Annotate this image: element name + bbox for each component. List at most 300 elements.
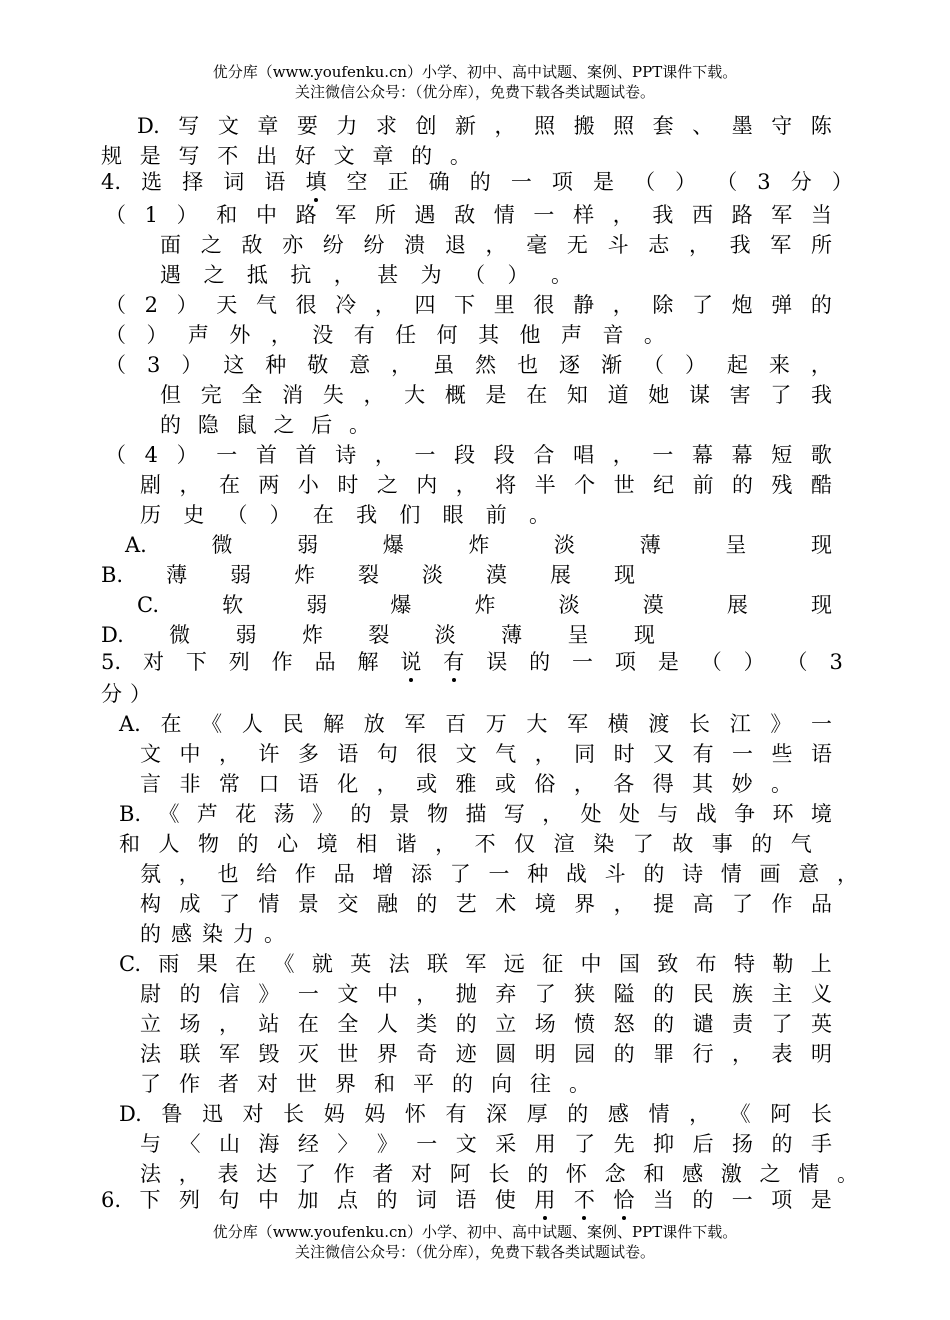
- glyph: 勒: [772, 952, 794, 976]
- glyph: 逐: [559, 353, 581, 377]
- glyph: 但: [160, 383, 181, 407]
- glyph: ，: [416, 982, 438, 1006]
- glyph: 抑: [653, 1132, 675, 1156]
- glyph: 在: [218, 473, 240, 497]
- glyph: 在: [235, 952, 257, 976]
- glyph: 致: [657, 952, 679, 976]
- glyph: 立: [140, 1012, 161, 1036]
- glyph: 首: [255, 443, 277, 467]
- glyph: 弱: [297, 533, 319, 557]
- glyph: 迹: [455, 1042, 477, 1066]
- glyph: 之: [203, 263, 225, 287]
- glyph: （: [105, 293, 126, 317]
- glyph: 语: [337, 742, 359, 766]
- glyph: 了: [771, 1012, 793, 1036]
- glyph: ）: [176, 443, 198, 467]
- glyph: 类: [416, 1012, 438, 1036]
- glyph: 品: [810, 892, 832, 916]
- glyph: 阿: [770, 1102, 792, 1126]
- glyph: 内: [416, 473, 438, 497]
- glyph: 词: [415, 1188, 437, 1212]
- glyph: ，: [836, 862, 858, 886]
- glyph: 画: [759, 862, 781, 886]
- glyph: 情: [720, 862, 742, 886]
- glyph: 英: [810, 1012, 832, 1036]
- glyph: 扬: [732, 1132, 754, 1156]
- glyph: 文: [333, 144, 355, 168]
- glyph: ）: [176, 293, 198, 317]
- glyph: 照: [534, 114, 556, 138]
- glyph: 当: [652, 1188, 674, 1212]
- glyph: 全: [337, 1012, 359, 1036]
- glyph: 展: [726, 593, 748, 617]
- glyph: 明: [810, 1042, 832, 1066]
- glyph: 雨: [158, 952, 180, 976]
- glyph: 相: [356, 832, 378, 856]
- glyph: 一: [297, 982, 319, 1006]
- text-line: [140, 740, 832, 768]
- glyph: 阿: [449, 1162, 471, 1186]
- glyph: ，: [435, 832, 457, 856]
- glyph: （: [105, 203, 126, 227]
- glyph: 。: [264, 922, 285, 946]
- glyph: 恰: [613, 1188, 635, 1212]
- glyph: 者: [372, 1162, 394, 1186]
- glyph: 的: [810, 293, 832, 317]
- glyph: 情: [493, 203, 515, 227]
- glyph: 亦: [282, 233, 304, 257]
- glyph: 薄: [501, 623, 523, 647]
- glyph: 纪: [653, 473, 675, 497]
- glyph: 选: [141, 170, 163, 194]
- glyph: 概: [444, 383, 466, 407]
- glyph: 说: [400, 650, 422, 674]
- glyph: C.: [119, 952, 141, 976]
- glyph: 人: [241, 712, 263, 736]
- glyph: 解: [357, 650, 379, 674]
- glyph: 多: [297, 742, 319, 766]
- glyph: 。: [771, 772, 792, 796]
- glyph: 的: [376, 1188, 398, 1212]
- glyph: ，: [612, 443, 634, 467]
- glyph: 句: [376, 742, 398, 766]
- glyph: 不: [474, 832, 496, 856]
- glyph: 的: [350, 802, 372, 826]
- glyph: 外: [229, 323, 251, 347]
- glyph: 幕: [691, 443, 713, 467]
- glyph: 。: [449, 144, 471, 168]
- glyph: 段: [454, 443, 476, 467]
- glyph: 了: [632, 832, 654, 856]
- glyph: 毫: [526, 233, 548, 257]
- glyph: 写: [503, 802, 525, 826]
- glyph: 我: [811, 383, 832, 407]
- glyph: 气: [495, 742, 517, 766]
- glyph: 酷: [810, 473, 832, 497]
- glyph: 然: [475, 353, 497, 377]
- glyph: 给: [256, 862, 278, 886]
- glyph: 境: [534, 892, 556, 916]
- glyph: 眼: [442, 503, 464, 527]
- glyph: 剧: [140, 473, 161, 497]
- glyph: ，: [218, 1012, 240, 1036]
- glyph: 交: [337, 892, 359, 916]
- glyph: 项: [771, 1188, 793, 1212]
- glyph: 淡: [558, 593, 580, 617]
- glyph: 得: [652, 772, 674, 796]
- glyph: 》: [311, 802, 333, 826]
- glyph: 有: [443, 650, 465, 674]
- glyph: 其: [692, 772, 714, 796]
- glyph: 。: [528, 503, 550, 527]
- glyph: 1: [144, 203, 159, 227]
- glyph: 常: [218, 772, 240, 796]
- glyph: 战: [565, 862, 587, 886]
- glyph: 征: [542, 952, 564, 976]
- glyph: 谴: [692, 1012, 714, 1036]
- glyph: 历: [140, 503, 161, 527]
- glyph: 事: [711, 832, 733, 856]
- glyph: 半: [534, 473, 556, 497]
- glyph: 成: [179, 892, 201, 916]
- glyph: 罪: [653, 1042, 675, 1066]
- text-line: [140, 890, 832, 918]
- glyph: 前: [485, 503, 507, 527]
- glyph: 高: [692, 892, 714, 916]
- glyph: 3: [146, 353, 161, 377]
- glyph: 狭: [574, 982, 596, 1006]
- glyph: 完: [200, 383, 222, 407]
- glyph: 感: [607, 1102, 629, 1126]
- glyph: 了: [294, 1162, 316, 1186]
- glyph: 的: [452, 1072, 473, 1096]
- glyph: ，: [689, 1102, 711, 1126]
- glyph: 主: [771, 982, 793, 1006]
- glyph: 3: [829, 650, 843, 674]
- glyph: 遇: [414, 203, 436, 227]
- glyph: 了: [574, 1132, 596, 1156]
- glyph: 义: [810, 982, 832, 1006]
- glyph: 一: [488, 862, 510, 886]
- glyph: 在: [312, 503, 334, 527]
- glyph: 冷: [335, 293, 357, 317]
- glyph: 的: [411, 144, 433, 168]
- page-header-line-2: 关注微信公众号：（优分库），免费下载各类试题试卷。: [294, 83, 655, 101]
- text-line: [140, 471, 832, 499]
- glyph: 我: [356, 503, 378, 527]
- glyph: 界: [335, 1072, 356, 1096]
- glyph: 一: [414, 443, 436, 467]
- glyph: 之: [376, 473, 398, 497]
- glyph: ，: [534, 742, 556, 766]
- glyph: 的: [613, 1042, 635, 1066]
- glyph: 规: [101, 144, 122, 168]
- glyph: ）: [146, 323, 168, 347]
- glyph: 弱: [306, 593, 328, 617]
- glyph: （: [105, 323, 126, 347]
- glyph: 民: [692, 982, 714, 1006]
- glyph: 明: [534, 1042, 556, 1066]
- glyph: 择: [182, 170, 204, 194]
- glyph: ，: [688, 233, 710, 257]
- text-line: [140, 1040, 832, 1068]
- glyph: 溃: [404, 233, 426, 257]
- glyph: 无: [566, 233, 588, 257]
- glyph: 敬: [307, 353, 329, 377]
- glyph: 文: [455, 742, 477, 766]
- glyph: 幕: [731, 443, 753, 467]
- glyph: 短: [771, 443, 793, 467]
- glyph: 》: [258, 982, 280, 1006]
- glyph: 纷: [363, 233, 385, 257]
- glyph: 法: [140, 1042, 161, 1066]
- glyph: 中: [580, 952, 602, 976]
- glyph: 长: [810, 1102, 832, 1126]
- glyph: 雅: [455, 772, 477, 796]
- glyph: 界: [574, 892, 596, 916]
- glyph: 怀: [404, 1102, 426, 1126]
- glyph: 族: [732, 982, 754, 1006]
- glyph: 不: [217, 144, 239, 168]
- glyph: 厚: [526, 1102, 548, 1126]
- glyph: 人: [376, 1012, 398, 1036]
- glyph: （: [700, 650, 722, 674]
- glyph: 出: [256, 144, 278, 168]
- glyph: 布: [695, 952, 717, 976]
- glyph: 微: [211, 533, 233, 557]
- glyph: 愤: [574, 1012, 596, 1036]
- glyph: 语: [455, 1188, 477, 1212]
- glyph: D.: [137, 114, 160, 138]
- text-line: [140, 770, 792, 798]
- glyph: 芦: [196, 802, 218, 826]
- text-line: [119, 800, 832, 828]
- glyph: 大: [404, 383, 426, 407]
- glyph: 《: [158, 802, 180, 826]
- glyph: 世: [613, 473, 635, 497]
- glyph: 一: [811, 712, 832, 736]
- glyph: 正: [387, 170, 409, 194]
- glyph: ，: [542, 802, 564, 826]
- glyph: 后: [311, 413, 333, 437]
- glyph: 《: [729, 1102, 751, 1126]
- glyph: 天: [216, 293, 238, 317]
- text-line: [140, 860, 858, 888]
- glyph: 章: [372, 144, 394, 168]
- glyph: ）: [675, 170, 697, 194]
- glyph: 有: [353, 323, 375, 347]
- glyph: 意: [349, 353, 371, 377]
- glyph: 呈: [725, 533, 747, 557]
- glyph: 四: [414, 293, 436, 317]
- glyph: 感: [171, 922, 192, 946]
- glyph: 写: [178, 114, 200, 138]
- glyph: 起: [726, 353, 748, 377]
- glyph: 确: [428, 170, 450, 194]
- glyph: 下: [454, 293, 476, 317]
- glyph: ）: [269, 503, 291, 527]
- glyph: 后: [692, 1132, 714, 1156]
- glyph: 道: [607, 383, 629, 407]
- glyph: ）: [743, 650, 765, 674]
- glyph: 照: [613, 114, 635, 138]
- glyph: 当: [810, 203, 832, 227]
- glyph: 弱: [230, 563, 252, 587]
- glyph: 世: [337, 1042, 359, 1066]
- glyph: 。: [569, 1072, 590, 1096]
- glyph: 的: [751, 832, 773, 856]
- glyph: 奇: [416, 1042, 438, 1066]
- glyph: 了: [732, 892, 754, 916]
- glyph: 斗: [604, 862, 626, 886]
- glyph: 心: [277, 832, 299, 856]
- glyph: 界: [376, 1042, 398, 1066]
- glyph: 合: [533, 443, 555, 467]
- glyph: 新: [455, 114, 477, 138]
- glyph: 不: [573, 1188, 595, 1212]
- glyph: 。: [550, 263, 572, 287]
- option-b: [101, 561, 635, 589]
- text-line: [105, 321, 665, 349]
- glyph: 、: [692, 114, 714, 138]
- glyph: 的: [527, 1162, 549, 1186]
- glyph: ，: [374, 293, 396, 317]
- glyph: 的: [567, 1102, 589, 1126]
- glyph: 灭: [297, 1042, 319, 1066]
- glyph: 诗: [682, 862, 704, 886]
- glyph: 染: [593, 832, 615, 856]
- glyph: 面: [160, 233, 181, 257]
- glyph: 渐: [601, 353, 622, 377]
- glyph: 炮: [731, 293, 753, 317]
- glyph: B.: [101, 563, 124, 587]
- glyph: 的: [771, 1132, 793, 1156]
- glyph: 小: [297, 473, 319, 497]
- glyph: 先: [613, 1132, 635, 1156]
- glyph: 远: [503, 952, 525, 976]
- glyph: 的: [455, 1012, 477, 1036]
- glyph: 对: [257, 1072, 278, 1096]
- glyph: 4: [144, 443, 159, 467]
- glyph: 中: [257, 1188, 279, 1212]
- glyph: 的: [160, 413, 181, 437]
- glyph: 炸: [301, 623, 323, 647]
- glyph: 西: [691, 203, 713, 227]
- glyph: 现: [633, 623, 655, 647]
- glyph: 敌: [454, 203, 476, 227]
- glyph: 英: [350, 952, 372, 976]
- glyph: 信: [218, 982, 240, 1006]
- glyph: 薄: [166, 563, 188, 587]
- glyph: 添: [411, 862, 433, 886]
- glyph: 下: [139, 1188, 161, 1212]
- glyph: 空: [346, 170, 368, 194]
- glyph: 斗: [607, 233, 629, 257]
- glyph: 将: [495, 473, 517, 497]
- glyph: 害: [729, 383, 751, 407]
- glyph: 文: [217, 114, 239, 138]
- glyph: 。: [643, 323, 665, 347]
- glyph: 用: [534, 1132, 556, 1156]
- glyph: 军: [770, 233, 792, 257]
- glyph: 环: [772, 802, 794, 826]
- glyph: 对: [411, 1162, 433, 1186]
- glyph: 2: [144, 293, 159, 317]
- glyph: 法: [388, 952, 410, 976]
- glyph: 6.: [101, 1188, 122, 1212]
- glyph: 弹: [771, 293, 793, 317]
- glyph: 场: [534, 1012, 556, 1036]
- glyph: 的: [653, 982, 675, 1006]
- glyph: 甚: [377, 263, 399, 287]
- glyph: 百: [445, 712, 467, 736]
- glyph: 这: [223, 353, 245, 377]
- glyph: 墨: [731, 114, 753, 138]
- glyph: ，: [363, 383, 385, 407]
- text-line: [140, 980, 832, 1008]
- glyph: ，: [612, 293, 634, 317]
- glyph: 的: [140, 922, 161, 946]
- glyph: 联: [179, 1042, 201, 1066]
- glyph: 音: [602, 323, 624, 347]
- glyph: 和: [643, 1162, 665, 1186]
- glyph: 《: [201, 712, 223, 736]
- glyph: 长: [283, 1102, 305, 1126]
- glyph: 长: [689, 712, 711, 736]
- glyph: 对: [242, 1102, 264, 1126]
- glyph: 了: [691, 293, 713, 317]
- glyph: 的: [469, 170, 491, 194]
- glyph: 要: [296, 114, 318, 138]
- glyph: 上: [810, 952, 832, 976]
- glyph: 向: [491, 1072, 512, 1096]
- glyph: 海: [258, 1132, 280, 1156]
- glyph: 一: [416, 1132, 438, 1156]
- glyph: 除: [652, 293, 674, 317]
- text-line: [140, 920, 285, 948]
- glyph: 项: [614, 650, 636, 674]
- glyph: 样: [573, 203, 595, 227]
- glyph: 了: [140, 1072, 161, 1096]
- glyph: 果: [196, 952, 218, 976]
- glyph: 作: [271, 650, 293, 674]
- glyph: （: [642, 353, 664, 377]
- page-footer-line-2: 关注微信公众号：（优分库），免费下载各类试题试卷。: [294, 1243, 655, 1261]
- glyph: 志: [648, 233, 670, 257]
- glyph: 遇: [160, 263, 181, 287]
- glyph: 艺: [455, 892, 477, 916]
- glyph: 增: [372, 862, 394, 886]
- glyph: 搬: [573, 114, 595, 138]
- glyph: 一: [652, 443, 674, 467]
- glyph: 和: [216, 203, 238, 227]
- glyph: 同: [574, 742, 596, 766]
- glyph: 达: [256, 1162, 278, 1186]
- glyph: ，: [810, 353, 832, 377]
- glyph: ）: [831, 170, 853, 194]
- glyph: ，: [612, 203, 634, 227]
- glyph: 静: [573, 293, 595, 317]
- glyph: 她: [648, 383, 670, 407]
- glyph: ）: [176, 203, 198, 227]
- glyph: 他: [519, 323, 541, 347]
- glyph: 处: [580, 802, 602, 826]
- glyph: （: [105, 443, 126, 467]
- glyph: 何: [436, 323, 458, 347]
- glyph: 一: [216, 443, 238, 467]
- glyph: 歌: [810, 443, 832, 467]
- glyph: 》: [376, 1132, 398, 1156]
